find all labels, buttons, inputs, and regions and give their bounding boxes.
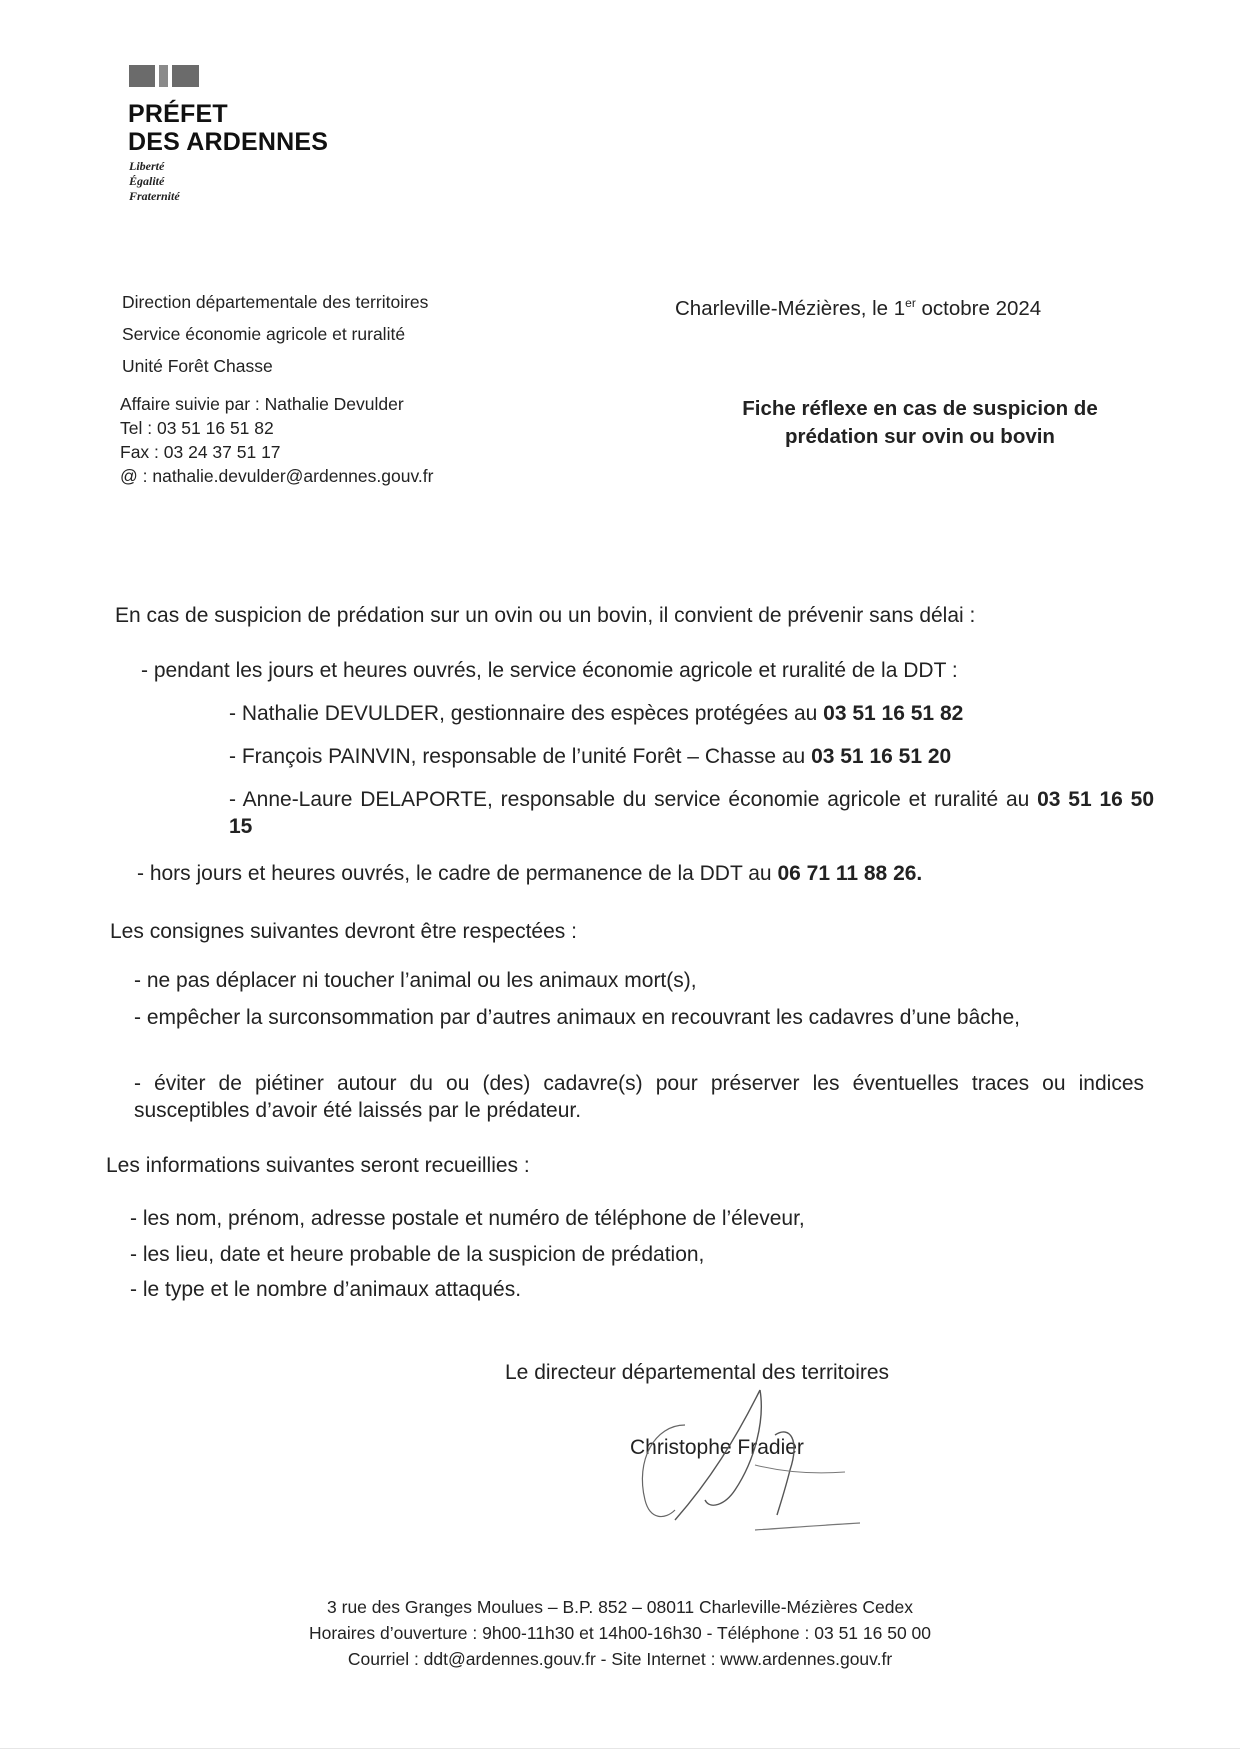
footer-contact: Courriel : ddt@ardennes.gouv.fr - Site Internet : www.ardennes.gouv.fr [347, 1649, 893, 1669]
motto-fraternite: Fraternité [129, 189, 180, 203]
subject-line-2: prédation sur ovin ou bovin [785, 425, 1055, 448]
contact-delaporte [229, 786, 1154, 840]
contact-devulder [229, 700, 963, 727]
contact-fax: Fax : 03 24 37 51 17 [120, 442, 281, 462]
sender-direction: Direction départementale des territoires [122, 292, 429, 312]
date-prefix: Charleville-Mézières, le 1 [675, 296, 906, 320]
sender-block [122, 286, 428, 382]
contact-handler: Affaire suivie par : Nathalie Devulder [120, 394, 404, 414]
after-hours-text: - hors jours et heures ouvrés, le cadre de permanence de la DDT au [137, 862, 778, 885]
page-footer [230, 1594, 1010, 1672]
rule-item: - éviter de piétiner autour du ou (des) cadavre(s) pour préserver les éventuelles traces ou indices susceptibles d’avoir été laissés par le prédateur. [134, 1072, 1144, 1122]
contact-email[interactable]: @ : nathalie.devulder@ardennes.gouv.fr [120, 466, 434, 486]
signatory-title: Le directeur départemental des territoires [505, 1361, 890, 1384]
contact-block [120, 392, 433, 488]
after-hours-line [137, 860, 922, 887]
republic-motto [129, 159, 180, 204]
date-line [675, 296, 1041, 321]
after-hours-phone: 06 71 11 88 26. [777, 862, 923, 885]
contact-painvin-text: - François PAINVIN, responsable de l’unité Forêt – Chasse au [229, 745, 812, 768]
during-hours-line: - pendant les jours et heures ouvrés, le service économie agricole et ruralité de la DDT : [141, 659, 958, 682]
contact-delaporte-phone: 03 51 16 50 15 [229, 788, 1154, 838]
intro-paragraph: En cas de suspicion de prédation sur un ovin ou un bovin, il convient de prévenir sans délai : [115, 604, 976, 627]
subject-line-1: Fiche réflexe en cas de suspicion de [742, 397, 1098, 420]
motto-liberte: Liberté [129, 159, 165, 173]
contact-devulder-text: - Nathalie DEVULDER, gestionnaire des espèces protégées au [229, 702, 824, 725]
footer-hours: Horaires d’ouverture : 9h00-11h30 et 14h00-16h30 - Téléphone : 03 51 16 50 00 [308, 1623, 932, 1643]
sender-service: Service économie agricole et ruralité [122, 324, 406, 344]
date-suffix: octobre 2024 [915, 296, 1042, 320]
prefet-line-2: DES ARDENNES [128, 128, 329, 156]
prefecture-name [128, 100, 328, 156]
marianne-flag-icon [129, 65, 199, 87]
rule-item: - empêcher la surconsommation par d’autres animaux en recouvrant les cadavres d’une bâche, [134, 1006, 1020, 1029]
handwritten-signature [615, 1380, 865, 1540]
prefet-line-1: PRÉFET [128, 100, 228, 128]
rules-intro: Les consignes suivantes devront être respectées : [110, 920, 577, 943]
signatory-name: Christophe Fradier [630, 1436, 804, 1459]
motto-egalite: Égalité [129, 174, 165, 188]
info-item: - les nom, prénom, adresse postale et numéro de téléphone de l’éleveur, [130, 1207, 805, 1230]
contact-painvin-phone: 03 51 16 51 20 [811, 745, 952, 768]
contact-devulder-phone: 03 51 16 51 82 [823, 702, 964, 725]
footer-address: 3 rue des Granges Moulues – B.P. 852 – 08011 Charleville-Mézières Cedex [327, 1597, 913, 1617]
contact-phone: Tel : 03 51 16 51 82 [120, 418, 274, 438]
sender-unit: Unité Forêt Chasse [122, 356, 273, 376]
scan-edge-divider [0, 1748, 1240, 1749]
info-item: - le type et le nombre d’animaux attaqués. [130, 1278, 522, 1301]
info-intro: Les informations suivantes seront recueillies : [106, 1154, 530, 1177]
date-sup: er [905, 296, 916, 310]
rule-item: - ne pas déplacer ni toucher l’animal ou les animaux mort(s), [134, 969, 697, 992]
contact-painvin [229, 743, 951, 770]
document-subject [690, 395, 1150, 451]
info-item: - les lieu, date et heure probable de la suspicion de prédation, [130, 1243, 705, 1266]
contact-delaporte-text: - Anne-Laure DELAPORTE, responsable du service économie agricole et ruralité au [229, 788, 1038, 811]
